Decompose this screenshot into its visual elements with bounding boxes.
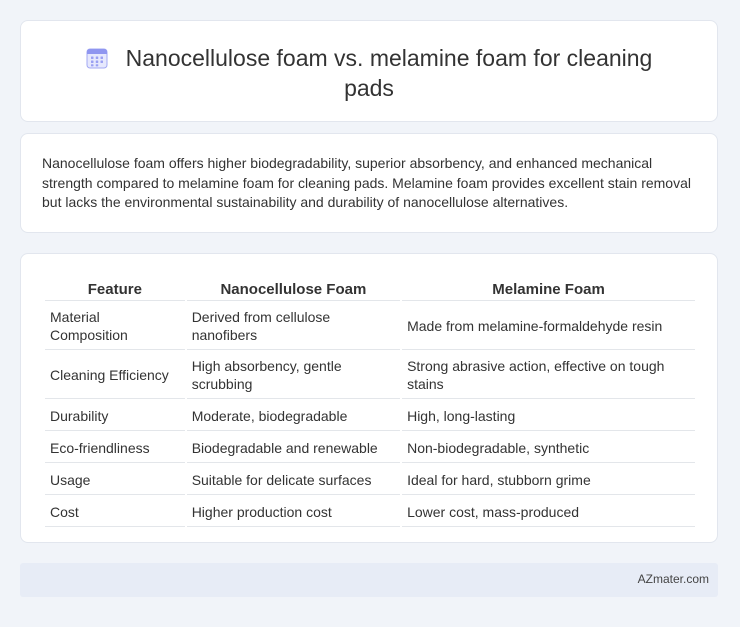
table-cell: Eco-friendliness: [45, 433, 185, 463]
footer-brand: AZmater.com: [637, 572, 709, 586]
header-feature: Feature: [45, 278, 185, 301]
table-cell: Derived from cellulose nanofibers: [187, 303, 400, 350]
table-row: [45, 433, 695, 463]
title-row: [21, 43, 717, 103]
table-cell: High, long-lasting: [402, 401, 695, 431]
table-cell: Usage: [45, 465, 185, 495]
table-cell: Moderate, biodegradable: [187, 401, 400, 431]
table-cell: Suitable for delicate surfaces: [187, 465, 400, 495]
table-row: [45, 303, 695, 350]
table-cell: Cleaning Efficiency: [45, 352, 185, 399]
summary-text: Nanocellulose foam offers higher biodegradability, superior absorbency, and enhanced mechanical strength compared to melamine foam for cleaning pads. Melamine foam provides excellent stain removal but lacks the environmental sustainability and durability of nanocellulose alternatives.: [42, 155, 691, 210]
table-row: [45, 352, 695, 399]
footer-bar: [20, 563, 718, 597]
table-header-row: [45, 278, 695, 301]
table-cell: Strong abrasive action, effective on tough stains: [402, 352, 695, 399]
table-row: [45, 401, 695, 431]
table-row: [45, 497, 695, 527]
title-card: [20, 20, 718, 122]
header-melamine: Melamine Foam: [402, 278, 695, 301]
table-cell: Material Composition: [45, 303, 185, 350]
summary-card: [20, 133, 718, 233]
table-cell: Lower cost, mass-produced: [402, 497, 695, 527]
header-nanocellulose: Nanocellulose Foam: [187, 278, 400, 301]
table-row: [45, 465, 695, 495]
comparison-table: [43, 276, 697, 529]
table-cell: Higher production cost: [187, 497, 400, 527]
table-cell: High absorbency, gentle scrubbing: [187, 352, 400, 399]
table-cell: Durability: [45, 401, 185, 431]
comparison-card: [20, 253, 718, 543]
table-cell: Cost: [45, 497, 185, 527]
calendar-icon: [86, 47, 108, 69]
table-cell: Made from melamine-formaldehyde resin: [402, 303, 695, 350]
page-title: Nanocellulose foam vs. melamine foam for cleaning pads: [125, 45, 653, 101]
table-cell: Ideal for hard, stubborn grime: [402, 465, 695, 495]
table-cell: Biodegradable and renewable: [187, 433, 400, 463]
table-cell: Non-biodegradable, synthetic: [402, 433, 695, 463]
